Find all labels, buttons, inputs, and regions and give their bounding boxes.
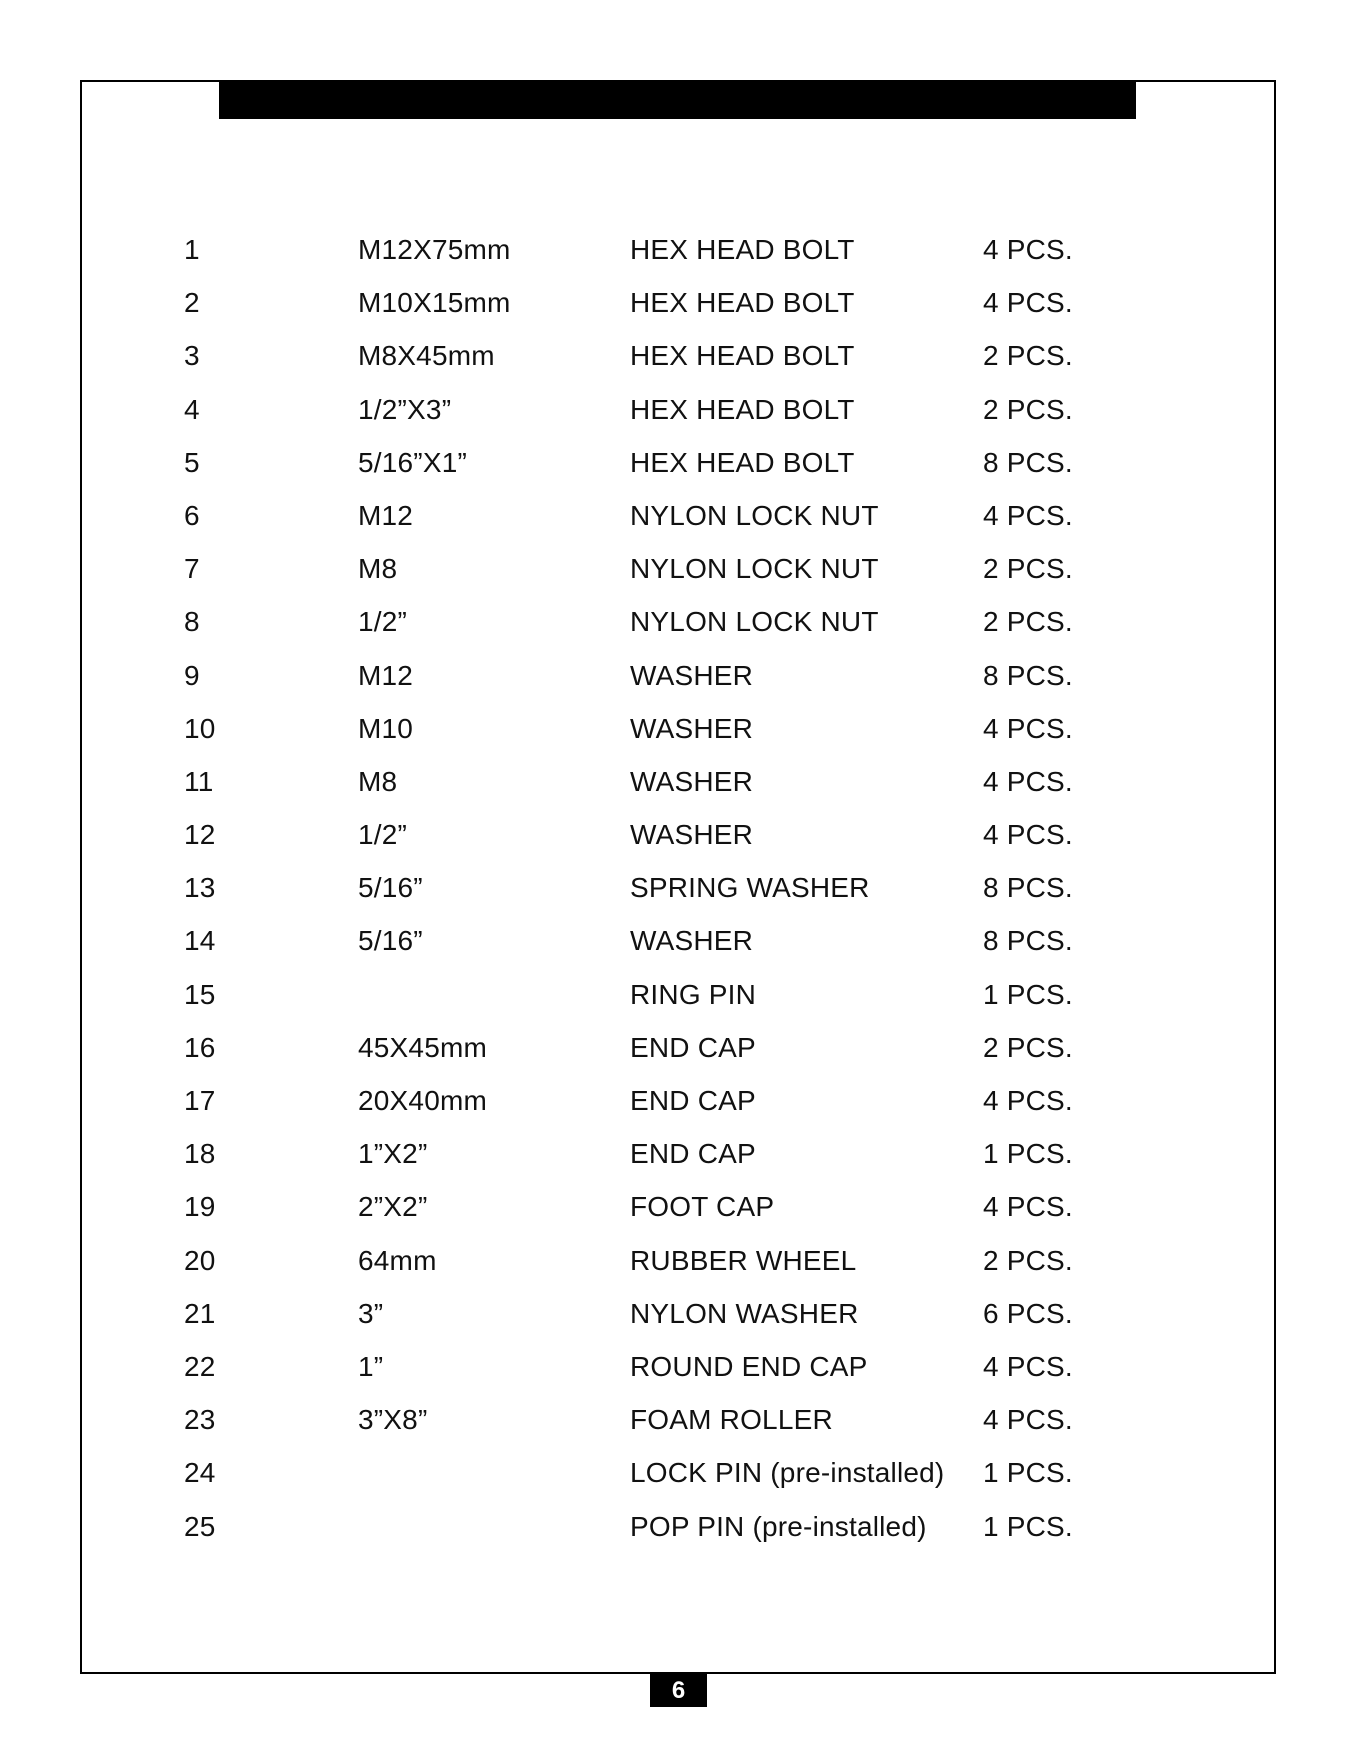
part-quantity: 2 PCS. [983, 340, 1073, 372]
part-number: 7 [184, 553, 200, 585]
part-number: 23 [184, 1404, 216, 1436]
part-row [0, 1393, 1361, 1446]
part-size: 5/16” [358, 925, 423, 957]
part-quantity: 4 PCS. [983, 1191, 1073, 1223]
part-size: M8X45mm [358, 340, 495, 372]
part-row [0, 861, 1361, 914]
part-description: END CAP [630, 1085, 756, 1116]
part-size: 5/16” [358, 872, 423, 904]
part-number: 16 [184, 1031, 216, 1063]
part-size: 1/2” [358, 819, 408, 851]
part-number: 10 [184, 712, 216, 744]
part-quantity: 4 PCS. [983, 287, 1073, 319]
part-row [0, 914, 1361, 967]
part-row [0, 1340, 1361, 1393]
part-size: M8 [358, 553, 398, 585]
hardware-parts-list [0, 223, 1361, 1553]
part-row [0, 489, 1361, 542]
part-number: 18 [184, 1138, 216, 1170]
part-description: END CAP [630, 1031, 756, 1063]
part-number: 21 [184, 1297, 216, 1329]
part-number: 25 [184, 1510, 216, 1542]
part-size: 64mm [358, 1244, 437, 1276]
part-quantity: 8 PCS. [983, 659, 1073, 691]
part-row [0, 1127, 1361, 1180]
part-size: 1” [358, 1350, 384, 1382]
part-row [0, 329, 1361, 382]
part-number: 24 [184, 1457, 216, 1489]
part-row [0, 1500, 1361, 1553]
part-size: M12 [358, 499, 414, 531]
part-number: 17 [184, 1085, 216, 1116]
part-description: ROUND END CAP [630, 1350, 868, 1382]
part-quantity: 1 PCS. [983, 1138, 1073, 1170]
part-quantity: 4 PCS. [983, 712, 1073, 744]
part-number: 9 [184, 659, 200, 691]
part-quantity: 1 PCS. [983, 1510, 1073, 1542]
part-number: 2 [184, 287, 200, 319]
part-size: M12 [358, 659, 414, 691]
part-description: WASHER [630, 765, 754, 797]
part-size: 45X45mm [358, 1031, 488, 1063]
part-row [0, 649, 1361, 702]
part-number: 8 [184, 606, 200, 638]
part-number: 13 [184, 872, 216, 904]
part-quantity: 2 PCS. [983, 1244, 1073, 1276]
part-size: M10X15mm [358, 287, 511, 319]
part-size: M8 [358, 765, 398, 797]
part-number: 19 [184, 1191, 216, 1223]
part-quantity: 4 PCS. [983, 234, 1073, 265]
part-description: RING PIN [630, 978, 757, 1010]
part-row [0, 1287, 1361, 1340]
part-description: SPRING WASHER [630, 872, 870, 904]
part-number: 20 [184, 1244, 216, 1276]
part-quantity: 1 PCS. [983, 1457, 1073, 1489]
part-quantity: 4 PCS. [983, 765, 1073, 797]
part-row [0, 1074, 1361, 1127]
part-row [0, 436, 1361, 489]
part-description: NYLON LOCK NUT [630, 606, 879, 638]
part-description: WASHER [630, 712, 754, 744]
part-number: 15 [184, 978, 216, 1010]
part-number: 14 [184, 925, 216, 957]
part-quantity: 8 PCS. [983, 872, 1073, 904]
part-size: 20X40mm [358, 1085, 488, 1116]
part-row [0, 383, 1361, 436]
part-quantity: 1 PCS. [983, 978, 1073, 1010]
part-description: FOAM ROLLER [630, 1404, 833, 1436]
part-size: 3” [358, 1297, 384, 1329]
part-size: M10 [358, 712, 414, 744]
part-description: WASHER [630, 925, 754, 957]
part-number: 11 [184, 765, 214, 797]
part-row [0, 223, 1361, 276]
part-size: 1/2” [358, 606, 408, 638]
part-row [0, 1234, 1361, 1287]
part-size: 1”X2” [358, 1138, 428, 1170]
part-number: 3 [184, 340, 200, 372]
header-bar [219, 80, 1136, 119]
part-description: WASHER [630, 659, 754, 691]
part-description: LOCK PIN (pre-installed) [630, 1457, 945, 1489]
part-description: HEX HEAD BOLT [630, 446, 855, 478]
part-description: HEX HEAD BOLT [630, 340, 855, 372]
part-row [0, 276, 1361, 329]
part-size: M12X75mm [358, 234, 511, 265]
part-description: NYLON WASHER [630, 1297, 859, 1329]
part-number: 22 [184, 1350, 216, 1382]
part-row [0, 542, 1361, 595]
part-description: NYLON LOCK NUT [630, 499, 879, 531]
part-quantity: 4 PCS. [983, 1404, 1073, 1436]
part-number: 1 [184, 234, 200, 265]
part-quantity: 2 PCS. [983, 393, 1073, 425]
part-description: HEX HEAD BOLT [630, 234, 855, 265]
part-quantity: 6 PCS. [983, 1297, 1073, 1329]
part-size: 2”X2” [358, 1191, 428, 1223]
part-size: 5/16”X1” [358, 446, 467, 478]
part-description: HEX HEAD BOLT [630, 393, 855, 425]
part-row [0, 968, 1361, 1021]
part-quantity: 4 PCS. [983, 1350, 1073, 1382]
part-number: 12 [184, 819, 216, 851]
part-quantity: 2 PCS. [983, 606, 1073, 638]
part-description: FOOT CAP [630, 1191, 775, 1223]
part-quantity: 4 PCS. [983, 819, 1073, 851]
part-description: HEX HEAD BOLT [630, 287, 855, 319]
part-quantity: 4 PCS. [983, 499, 1073, 531]
part-description: RUBBER WHEEL [630, 1244, 857, 1276]
part-size: 3”X8” [358, 1404, 428, 1436]
part-row [0, 702, 1361, 755]
part-row [0, 755, 1361, 808]
part-number: 4 [184, 393, 200, 425]
part-quantity: 2 PCS. [983, 553, 1073, 585]
part-quantity: 8 PCS. [983, 925, 1073, 957]
page-number: 6 [650, 1674, 707, 1707]
part-description: WASHER [630, 819, 754, 851]
part-description: POP PIN (pre-installed) [630, 1510, 927, 1542]
part-number: 6 [184, 499, 200, 531]
part-description: END CAP [630, 1138, 756, 1170]
part-quantity: 4 PCS. [983, 1085, 1073, 1116]
part-number: 5 [184, 446, 200, 478]
part-row [0, 808, 1361, 861]
part-row [0, 1021, 1361, 1074]
part-quantity: 2 PCS. [983, 1031, 1073, 1063]
part-row [0, 595, 1361, 648]
part-quantity: 8 PCS. [983, 446, 1073, 478]
part-description: NYLON LOCK NUT [630, 553, 879, 585]
part-size: 1/2”X3” [358, 393, 452, 425]
part-row [0, 1446, 1361, 1499]
part-row [0, 1180, 1361, 1233]
